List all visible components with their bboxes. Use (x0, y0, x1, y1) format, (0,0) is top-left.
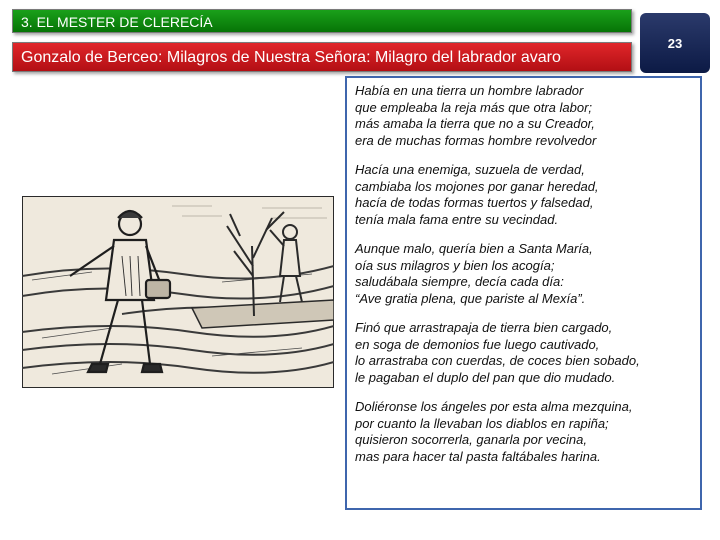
poem-stanza (355, 162, 700, 228)
poem-line: oía sus milagros y bien los acogía; (355, 257, 555, 273)
poem-line: hacía de todas formas tuertos y falsedad, (355, 195, 594, 210)
page-number: 23 (667, 35, 683, 51)
poem-line: Aunque malo, quería bien a Santa María, (355, 241, 593, 256)
poem-line: cambiaba los mojones por ganar heredad, (355, 178, 599, 194)
subtitle-bar (12, 42, 632, 72)
poem-line: quisieron socorrerla, ganarla por vecina, (355, 432, 587, 447)
poem-text-box (345, 76, 702, 510)
poem-line: Hacía una enemiga, suzuela de verdad, (355, 162, 585, 177)
woodcut-illustration (22, 196, 334, 388)
poem-line: que empleaba la reja más que otra labor; (355, 99, 593, 115)
poem-stanza (355, 241, 700, 307)
slide-subtitle: Gonzalo de Berceo: Milagros de Nuestra Señora: Milagro del labrador avaro (21, 49, 561, 66)
section-title: 3. EL MESTER DE CLERECÍA (21, 14, 213, 30)
poem-line: más amaba la tierra que no a su Creador, (355, 116, 595, 131)
poem-line: mas para hacer tal pasta faltábales harina. (355, 448, 601, 464)
poem-stanza (355, 399, 700, 465)
page-number-badge (640, 13, 710, 73)
poem-line: en soga de demonios fue luego cautivado, (355, 336, 600, 352)
poem-stanza (355, 320, 700, 386)
section-title-bar (12, 9, 632, 33)
poem-line: Doliéronse los ángeles por esta alma mezquina, (355, 399, 633, 414)
poem-line: era de muchas formas hombre revolvedor (355, 132, 597, 148)
poem-line: Había en una tierra un hombre labrador (355, 83, 584, 98)
poem-line: le pagaban el duplo del pan que dio mudado. (355, 369, 616, 385)
poem-line: por cuanto la llevaban los diablos en rapiña; (355, 415, 609, 431)
poem-line: tenía mala fama entre su vecindad. (355, 211, 559, 227)
poem-line: saludábala siempre, decía cada día: (355, 274, 564, 289)
poem-line: “Ave gratia plena, que pariste al Mexía”. (355, 290, 586, 306)
poem-stanza (355, 83, 700, 149)
poem-line: Finó que arrastrapaja de tierra bien cargado, (355, 320, 613, 335)
woodcut-farmer-sowing-field-icon (22, 196, 334, 388)
poem-line: lo arrastraba con cuerdas, de coces bien sobado, (355, 353, 640, 368)
